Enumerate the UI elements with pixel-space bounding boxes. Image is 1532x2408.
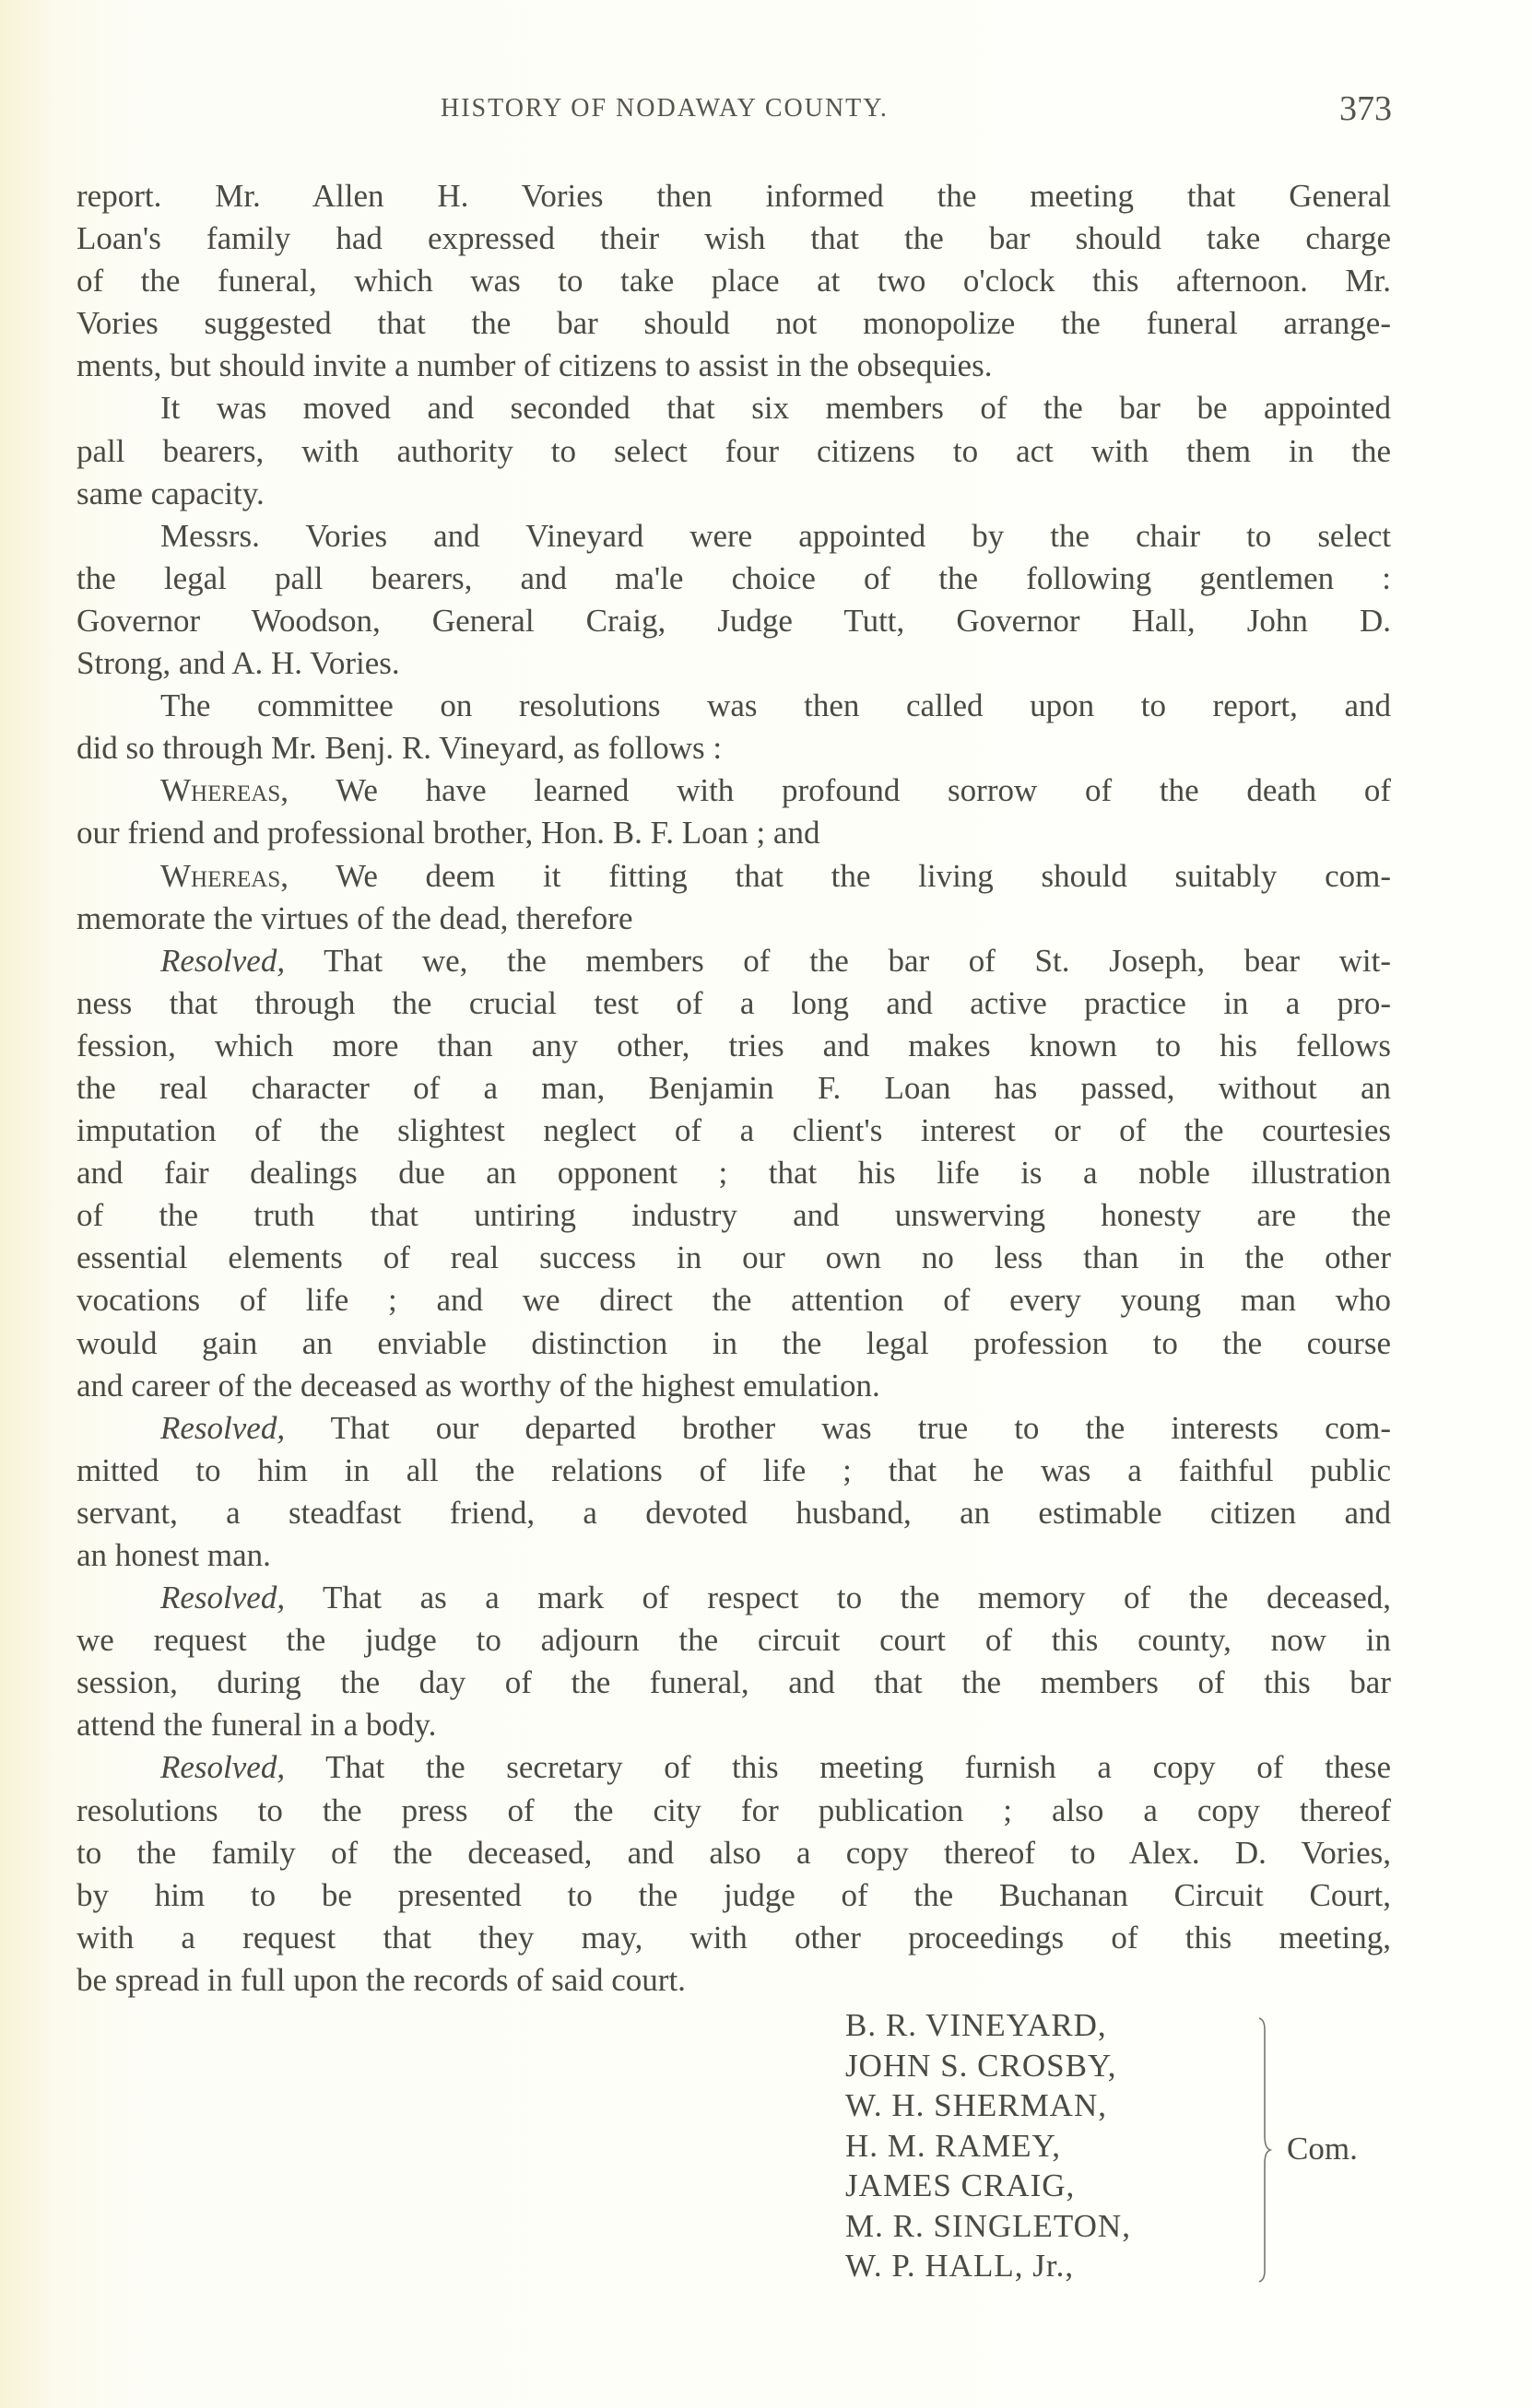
- text-line: [77, 1704, 1391, 1746]
- signature-name: W. P. HALL, Jr.,: [845, 2248, 1075, 2284]
- line-text: the legal pall bearers, and ma'le choice of the following gentlemen :: [77, 559, 1391, 596]
- page-number: 373: [1339, 89, 1392, 128]
- page-header: [0, 88, 1532, 135]
- text-line: [77, 1959, 1391, 2002]
- text-line: [77, 600, 1391, 642]
- line-text: That as a mark of respect to the memory of the deceased,: [285, 1580, 1391, 1616]
- body-text: [77, 175, 1391, 2002]
- text-line: [77, 685, 1391, 727]
- running-title: HISTORY OF NODAWAY COUNTY.: [441, 94, 889, 123]
- text-line: [77, 1450, 1391, 1492]
- text-line: [77, 302, 1391, 345]
- line-text: mitted to him in all the relations of life ; that he was a faithful public: [77, 1451, 1391, 1488]
- text-line: [77, 1407, 1391, 1450]
- line-text: the real character of a man, Benjamin F. Loan has passed, without an: [77, 1069, 1391, 1106]
- line-text: attend the funeral in a body.: [77, 1707, 437, 1744]
- text-line: [77, 260, 1391, 302]
- line-text: of the funeral, which was to take place at two o'clock this afternoon. Mr.: [77, 263, 1391, 300]
- text-line: [77, 642, 1391, 685]
- line-text: Messrs. Vories and Vineyard were appointed by the chair to select: [160, 517, 1391, 554]
- signature-name: B. R. VINEYARD,: [845, 2007, 1107, 2043]
- line-text: and fair dealings due an opponent ; that his life is a noble illustration: [77, 1155, 1391, 1192]
- line-text: resolutions to the press of the city for publication ; also a copy thereof: [77, 1791, 1391, 1828]
- line-text: Vories suggested that the bar should not monopolize the funeral arrange-: [77, 305, 1391, 342]
- text-line: [77, 430, 1391, 473]
- text-line: [77, 1110, 1391, 1152]
- text-line: [77, 940, 1391, 982]
- text-line: [77, 1025, 1391, 1067]
- line-text: It was moved and seconded that six members of the bar be appointed: [160, 390, 1391, 427]
- text-line: [77, 982, 1391, 1025]
- committee-signatures: [845, 2005, 1131, 2286]
- text-line: [77, 1534, 1391, 1577]
- text-line: [77, 1662, 1391, 1704]
- line-text: and career of the deceased as worthy of the highest emulation.: [77, 1367, 880, 1404]
- paragraph-lead: Whereas,: [160, 772, 289, 809]
- signature-name: H. M. RAMEY,: [845, 2127, 1062, 2164]
- line-text: be spread in full upon the records of said court.: [77, 1961, 686, 1998]
- text-line: [77, 1619, 1391, 1662]
- line-text: same capacity.: [77, 475, 265, 511]
- signature-name: W. H. SHERMAN,: [845, 2087, 1107, 2123]
- line-text: The committee on resolutions was then called upon to report, and: [160, 687, 1391, 724]
- text-line: [77, 1790, 1391, 1832]
- text-line: [77, 1874, 1391, 1917]
- line-text: vocations of life ; and we direct the attention of every young man who: [77, 1282, 1391, 1319]
- line-text: imputation of the slightest neglect of a client's interest or of the courtesies: [77, 1112, 1391, 1149]
- text-line: [77, 558, 1391, 600]
- text-line: [77, 1492, 1391, 1534]
- line-text: session, during the day of the funeral, and that the members of this bar: [77, 1664, 1391, 1701]
- line-text: We deem it fitting that the living should suitably com-: [289, 857, 1391, 894]
- text-line: [77, 1365, 1391, 1407]
- text-line: [77, 898, 1391, 940]
- line-text: That the secretary of this meeting furnish a copy of these: [285, 1749, 1391, 1786]
- brace: [1255, 2016, 1274, 2284]
- text-line: [77, 727, 1391, 769]
- text-line: [77, 1067, 1391, 1110]
- committee-label: Com.: [1287, 2131, 1358, 2167]
- line-text: of the truth that untiring industry and unswerving honesty are the: [77, 1197, 1391, 1234]
- paragraph-lead: Whereas,: [160, 857, 289, 894]
- text-line: [77, 217, 1391, 260]
- line-text: That our departed brother was true to the interests com-: [285, 1409, 1391, 1446]
- line-text: memorate the virtues of the dead, therefore: [77, 899, 633, 936]
- text-line: [77, 812, 1391, 854]
- line-text: an honest man.: [77, 1537, 271, 1573]
- text-line: [77, 387, 1391, 429]
- line-text: Governor Woodson, General Craig, Judge Tutt, Governor Hall, John D.: [77, 602, 1391, 639]
- line-text: Loan's family had expressed their wish that the bar should take charge: [77, 220, 1391, 257]
- text-line: [77, 855, 1391, 898]
- line-text: would gain an enviable distinction in the legal profession to the course: [77, 1324, 1391, 1361]
- signature-name: JAMES CRAIG,: [845, 2167, 1076, 2203]
- line-text: our friend and professional brother, Hon. B. F. Loan ; and: [77, 815, 820, 852]
- paragraph-lead: Resolved,: [160, 1749, 286, 1786]
- line-text: essential elements of real success in our own no less than in the other: [77, 1239, 1391, 1276]
- line-text: to the family of the deceased, and also a copy thereof to Alex. D. Vories,: [77, 1834, 1391, 1871]
- text-line: [77, 175, 1391, 217]
- line-text: ments, but should invite a number of citizens to assist in the obsequies.: [77, 347, 993, 384]
- text-line: [77, 1194, 1391, 1237]
- text-line: [77, 473, 1391, 515]
- line-text: fession, which more than any other, tries and makes known to his fellows: [77, 1027, 1391, 1063]
- line-text: did so through Mr. Benj. R. Vineyard, as follows :: [77, 730, 723, 767]
- paragraph-lead: Resolved,: [160, 942, 286, 979]
- text-line: [77, 1279, 1391, 1321]
- line-text: pall bearers, with authority to select four citizens to act with them in the: [77, 432, 1391, 469]
- line-text: We have learned with profound sorrow of the death of: [289, 772, 1391, 809]
- text-line: [77, 1322, 1391, 1365]
- line-text: by him to be presented to the judge of the Buchanan Circuit Court,: [77, 1876, 1391, 1913]
- signature-name: M. R. SINGLETON,: [845, 2207, 1131, 2244]
- text-line: [77, 1746, 1391, 1789]
- text-line: [77, 345, 1391, 387]
- paragraph-lead: Resolved,: [160, 1409, 286, 1446]
- paragraph-lead: Resolved,: [160, 1580, 286, 1616]
- line-text: servant, a steadfast friend, a devoted husband, an estimable citizen and: [77, 1494, 1391, 1531]
- text-line: [77, 515, 1391, 558]
- text-line: [77, 1237, 1391, 1279]
- line-text: ness that through the crucial test of a long and active practice in a pro-: [77, 984, 1391, 1021]
- text-line: [77, 769, 1391, 812]
- line-text: we request the judge to adjourn the circuit court of this county, now in: [77, 1622, 1391, 1659]
- line-text: report. Mr. Allen H. Vories then informed the meeting that General: [77, 178, 1391, 214]
- line-text: with a request that they may, with other proceedings of this meeting,: [77, 1919, 1391, 1956]
- line-text: That we, the members of the bar of St. Joseph, bear wit-: [285, 942, 1391, 979]
- line-text: Strong, and A. H. Vories.: [77, 645, 400, 682]
- text-line: [77, 1152, 1391, 1194]
- text-line: [77, 1917, 1391, 1959]
- signature-name: JOHN S. CROSBY,: [845, 2047, 1117, 2084]
- text-line: [77, 1832, 1391, 1874]
- text-line: [77, 1577, 1391, 1619]
